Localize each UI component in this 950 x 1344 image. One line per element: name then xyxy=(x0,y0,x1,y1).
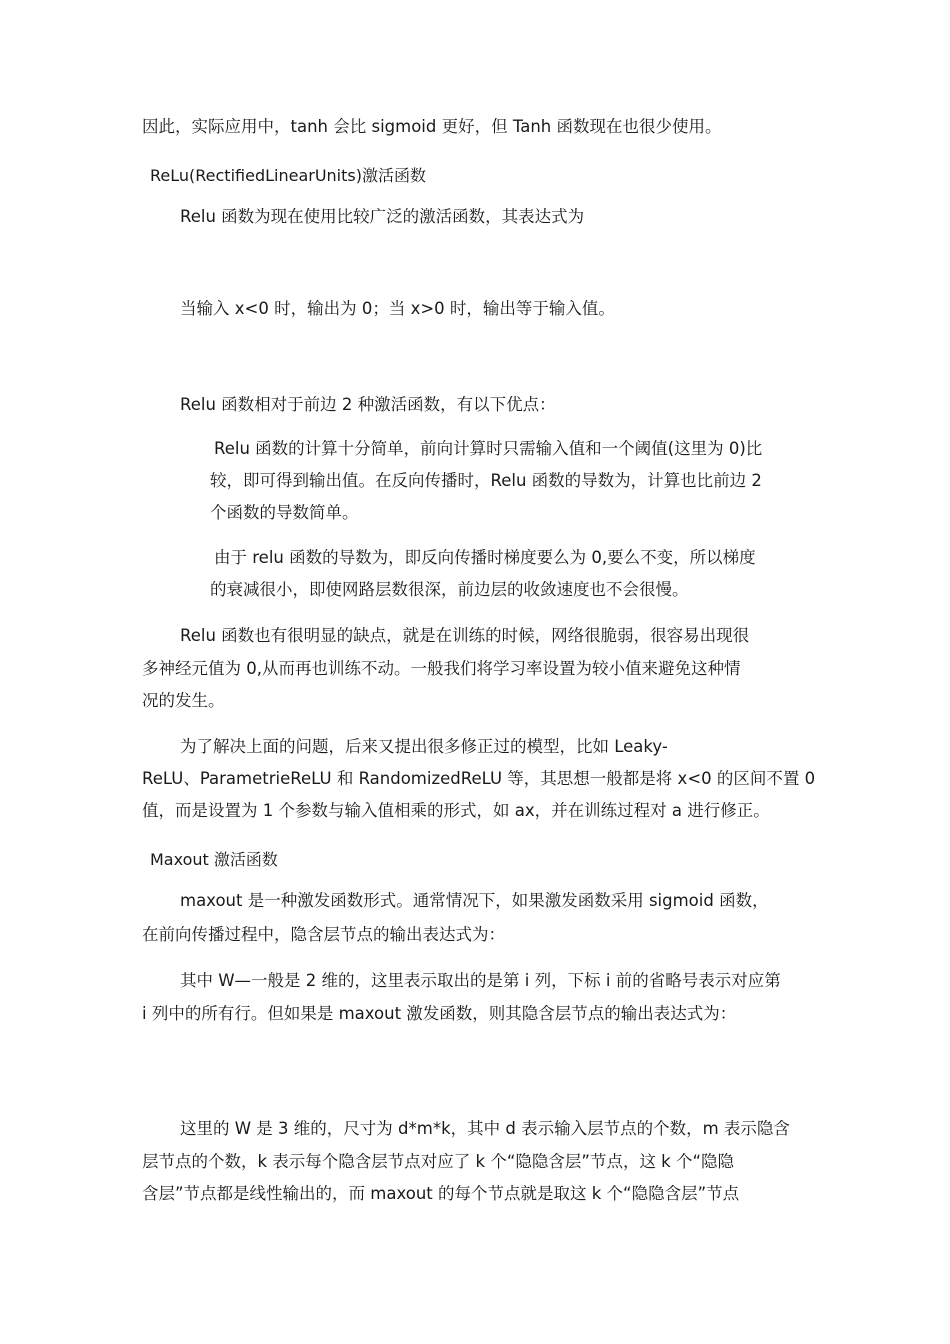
list-item-line: 个函数的导数简单。 xyxy=(210,503,359,522)
paragraph-line: 当输入 x<0 时，输出为 0；当 x>0 时，输出等于输入值。 xyxy=(180,299,615,318)
section-heading-maxout: Maxout 激活函数 xyxy=(150,850,278,869)
paragraph-line: 含层”节点都是线性输出的，而 maxout 的每个节点就是取这 k 个“隐隐含层”节点 xyxy=(142,1184,740,1203)
paragraph-line: Relu 函数为现在使用比较广泛的激活函数，其表达式为 xyxy=(180,207,585,226)
paragraph-line: Relu 函数也有很明显的缺点，就是在训练的时候，网络很脆弱，很容易出现很 xyxy=(180,626,750,645)
paragraph-line: 况的发生。 xyxy=(142,691,225,710)
list-item-line: 较，即可得到输出值。在反向传播时，Relu 函数的导数为，计算也比前边 2 xyxy=(210,471,762,490)
paragraph-line: Relu 函数相对于前边 2 种激活函数，有以下优点： xyxy=(180,395,556,414)
paragraph-line: 这里的 W 是 3 维的，尺寸为 d*m*k，其中 d 表示输入层节点的个数，m 表示隐含 xyxy=(180,1119,790,1138)
paragraph-line: 值，而是设置为 1 个参数与输入值相乘的形式，如 ax，并在训练过程对 a 进行修正。 xyxy=(142,801,770,820)
paragraph-line: 因此，实际应用中，tanh 会比 sigmoid 更好，但 Tanh 函数现在也很少使用。 xyxy=(142,117,722,136)
list-item-line: Relu 函数的计算十分简单，前向计算时只需输入值和一个阈值(这里为 0)比 xyxy=(214,439,763,458)
paragraph-line: 多神经元值为 0,从而再也训练不动。一般我们将学习率设置为较小值来避免这种情 xyxy=(142,659,741,678)
paragraph-line: i 列中的所有行。但如果是 maxout 激发函数，则其隐含层节点的输出表达式为： xyxy=(142,1004,737,1023)
paragraph-line: ReLU、ParametrieReLU 和 RandomizedReLU 等，其思想一般都是将 x<0 的区间不置 0 xyxy=(142,769,816,788)
paragraph-line: 在前向传播过程中，隐含层节点的输出表达式为： xyxy=(142,925,505,944)
list-item-line: 的衰减很小，即使网路层数很深，前边层的收敛速度也不会很慢。 xyxy=(210,580,689,599)
paragraph-line: 层节点的个数，k 表示每个隐含层节点对应了 k 个“隐隐含层”节点，这 k 个“隐隐 xyxy=(142,1152,735,1171)
paragraph-line: 其中 W—一般是 2 维的，这里表示取出的是第 i 列，下标 i 前的省略号表示对应第 xyxy=(180,971,781,990)
list-item-line: 由于 relu 函数的导数为，即反向传播时梯度要么为 0,要么不变，所以梯度 xyxy=(214,548,756,567)
paragraph-line: 为了解决上面的问题，后来又提出很多修正过的模型，比如 Leaky- xyxy=(180,737,668,756)
section-heading-relu: ReLu(RectifiedLinearUnits)激活函数 xyxy=(150,166,426,185)
paragraph-line: maxout 是一种激发函数形式。通常情况下，如果激发函数采用 sigmoid 函数， xyxy=(180,891,769,910)
